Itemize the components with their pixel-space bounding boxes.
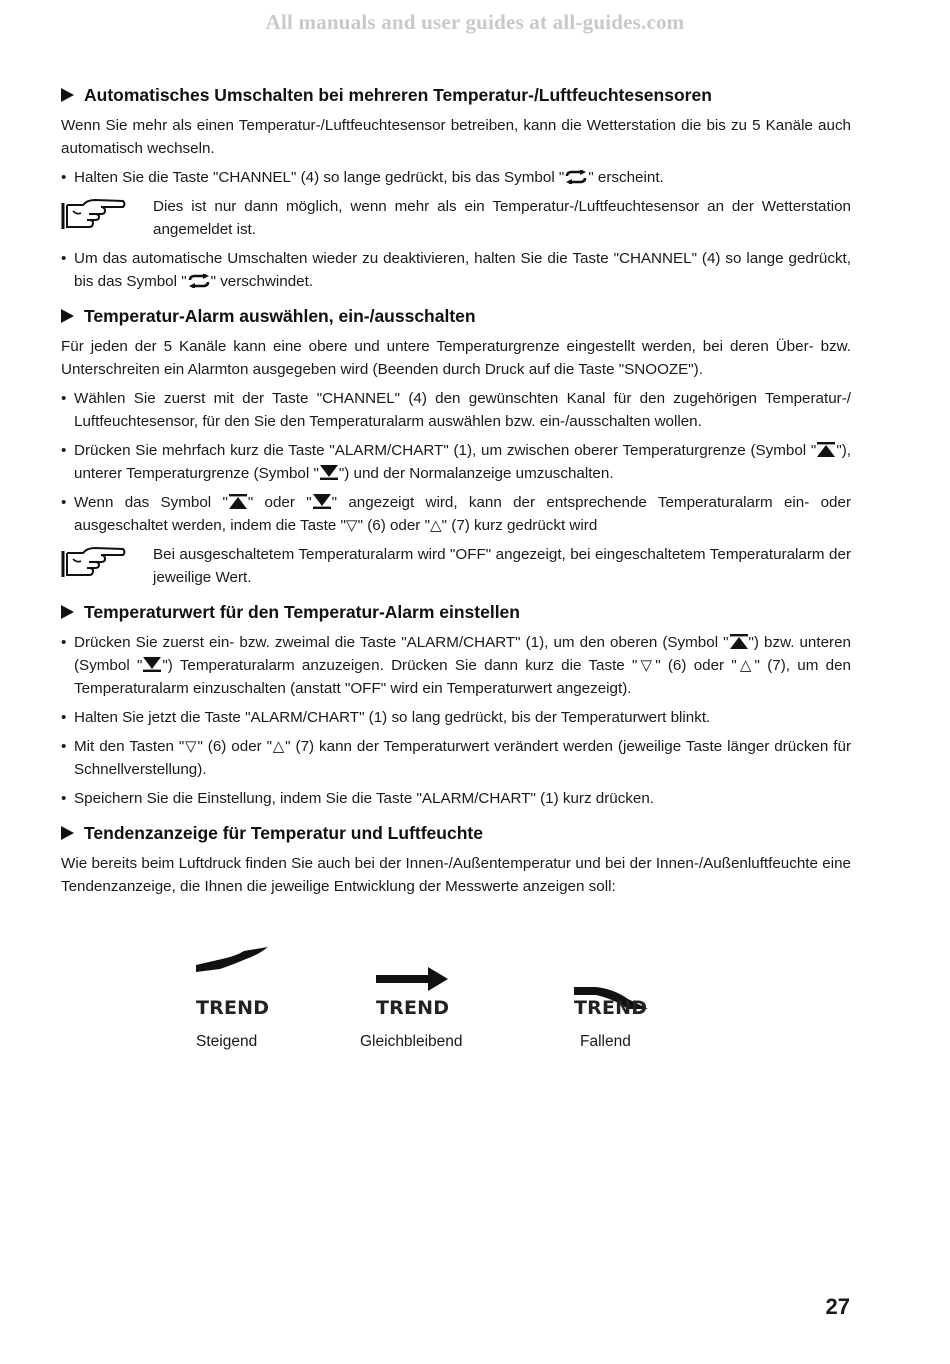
steady-arrow-icon [360,945,450,997]
note-text: Bei ausgeschaltetem Temperaturalarm wird "OFF" angezeigt, bei eingeschaltetem Temperaturalarm der jeweilige Wert. [153,546,851,586]
note-block [61,195,851,241]
page-content [61,82,851,908]
alarm-high-icon [228,494,248,509]
auto-switch-icon [187,274,211,288]
trend-word: TREND [196,997,270,1019]
section-intro: Wie bereits beim Luftdruck finden Sie auch bei der Innen-/Außentemperatur und bei der Innen-/Außenluftfeuchte eine Tendenzanzeige, die Ihnen die jeweilige Entwicklung der Messwerte anzeigen soll: [61,855,851,895]
list-item: • Wählen Sie zuerst mit der Taste "CHANNEL" (4) den gewünschten Kanal für den zugehörigen Temperatur-/ Luftfeuchtesensor, für den Sie den Temperaturalarm auswählen bzw. ein-/ausschalten wollen. [61,387,851,433]
bullet-list [61,166,851,189]
trend-label: Fallend [580,1033,631,1050]
trend-word: TREND [574,997,648,1019]
trend-label: Steigend [196,1033,258,1050]
list-item: • Um das automatische Umschalten wieder zu deaktivieren, halten Sie die Taste "CHANNEL" (4) so lange gedrückt, bis das Symbol " " verschwindet. [61,247,851,293]
rising-arrow-icon [196,945,272,997]
list-item: • Drücken Sie mehrfach kurz die Taste "ALARM/CHART" (1), um zwischen oberer Temperaturgrenze (Symbol " "), unterer Temperaturgrenze (Symbol " ") und der Normalanzeige umzuschalten. [61,439,851,485]
section-temperature-alarm [61,303,851,589]
alarm-high-icon [729,634,749,649]
triangle-bullet-icon [61,605,74,619]
list-item: • Mit den Tasten "▽" (6) oder "△" (7) kann der Temperaturwert verändert werden (jeweilige Taste länger drücken für Schnellverstellung). [61,735,851,781]
auto-switch-icon [564,170,588,184]
triangle-bullet-icon [61,88,74,102]
section-title: Automatisches Umschalten bei mehreren Temperatur-/Luftfeuchtesensoren [61,82,851,108]
section-auto-switch [61,82,851,293]
trend-indicators [0,945,950,1085]
bullet-list [61,631,851,810]
trend-falling [574,945,724,1051]
bullet-list [61,247,851,293]
bullet-list [61,387,851,537]
page-number: 27 [825,1294,850,1319]
list-item: • Halten Sie die Taste "CHANNEL" (4) so lange gedrückt, bis das Symbol " " erscheint. [61,166,851,189]
alarm-low-icon [319,465,339,480]
trend-rising [196,945,346,1051]
section-title: Temperatur-Alarm auswählen, ein-/ausschalten [61,303,851,329]
alarm-low-icon [312,494,332,509]
list-item: • Speichern Sie die Einstellung, indem Sie die Taste "ALARM/CHART" (1) kurz drücken. [61,787,851,810]
list-item: • Drücken Sie zuerst ein- bzw. zweimal die Taste "ALARM/CHART" (1), um den oberen (Symbol " ") bzw. unteren (Symbol " ") Temperaturalarm anzuzeigen. Drücken Sie dann kurz die Taste "▽" (6) oder "△" (7), um den Temperaturalarm einzuschalten (anstatt "OFF" wird ein Temperaturwert angezeigt). [61,631,851,700]
section-intro: Für jeden der 5 Kanäle kann eine obere und untere Temperaturgrenze eingestellt werden, bei deren Über- bzw. Unterschreiten ein Alarmton ausgegeben wird (Beenden durch Druck auf die Taste "SNOOZE"). [61,338,851,378]
pointing-hand-icon [61,543,153,588]
trend-label: Gleichbleibend [360,1033,463,1050]
watermark: All manuals and user guides at all-guides.com [265,10,685,34]
alarm-low-icon [142,657,162,672]
section-intro: Wenn Sie mehr als einen Temperatur-/Luftfeuchtesensor betreiben, kann die Wetterstation die bis zu 5 Kanäle auch automatisch wechseln. [61,117,851,157]
alarm-high-icon [816,442,836,457]
triangle-bullet-icon [61,309,74,323]
list-item: • Wenn das Symbol " " oder " " angezeigt wird, kann der entsprechende Temperaturalarm ein- oder ausgeschaltet werden, indem die Taste "▽" (6) oder "△" (7) kurz gedrückt wird [61,491,851,537]
trend-word: TREND [376,997,450,1019]
trend-steady [360,945,510,1051]
list-item: • Halten Sie jetzt die Taste "ALARM/CHART" (1) so lang gedrückt, bis der Temperaturwert blinkt. [61,706,851,729]
triangle-bullet-icon [61,826,74,840]
note-text: Dies ist nur dann möglich, wenn mehr als ein Temperatur-/Luftfeuchtesensor an der Wetterstation angemeldet ist. [153,198,851,238]
section-title: Tendenzanzeige für Temperatur und Luftfeuchte [61,820,851,846]
section-alarm-value [61,599,851,810]
section-title: Temperaturwert für den Temperatur-Alarm einstellen [61,599,851,625]
note-block [61,543,851,589]
pointing-hand-icon [61,195,153,240]
section-trend [61,820,851,898]
